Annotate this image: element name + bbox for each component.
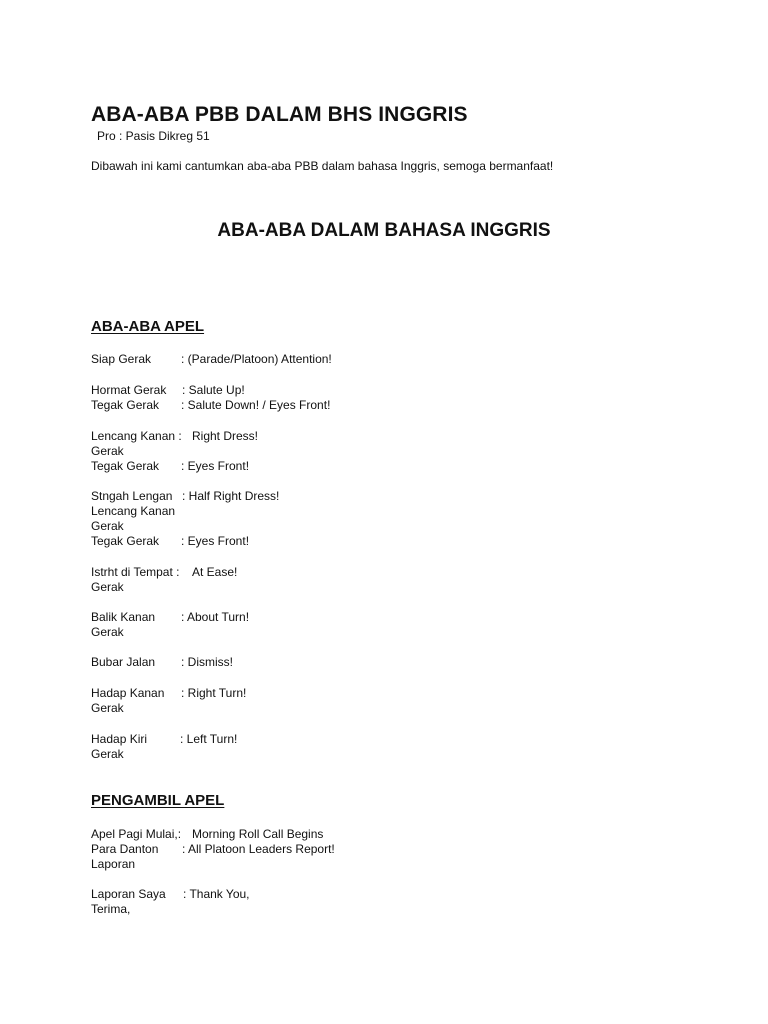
command-entry — [91, 352, 691, 367]
command-translation: : (Parade/Platoon) Attention! — [181, 352, 332, 366]
command-term: Siap Gerak — [91, 352, 152, 366]
command-term: Tegak Gerak — [91, 534, 160, 548]
command-entry — [91, 429, 691, 474]
section-heading-aba-aba-apel: ABA-ABA APEL — [91, 318, 205, 335]
command-line — [91, 827, 691, 842]
document-title: ABA-ABA PBB DALAM BHS INGGRIS — [91, 103, 468, 126]
command-line — [91, 625, 691, 640]
command-entry — [91, 610, 691, 640]
command-entry — [91, 887, 691, 917]
command-term: Hadap Kanan — [91, 686, 165, 700]
command-term: Istrht di Tempat : — [91, 565, 180, 579]
command-term: Gerak — [91, 519, 124, 533]
command-line — [91, 565, 691, 580]
command-line — [91, 504, 691, 519]
command-translation: : Left Turn! — [180, 732, 238, 746]
command-line — [91, 686, 691, 701]
command-translation: : Thank You, — [183, 887, 250, 901]
command-translation: Morning Roll Call Begins — [192, 827, 324, 841]
command-line — [91, 732, 691, 747]
command-translation: At Ease! — [192, 565, 238, 579]
command-term: Gerak — [91, 625, 124, 639]
command-term: Gerak — [91, 747, 124, 761]
command-line — [91, 887, 691, 902]
command-line — [91, 534, 691, 549]
command-line — [91, 459, 691, 474]
command-line — [91, 610, 691, 625]
command-translation: : Eyes Front! — [181, 534, 250, 548]
command-translation: : Salute Up! — [182, 383, 245, 397]
command-term: Bubar Jalan — [91, 655, 156, 669]
command-line — [91, 398, 691, 413]
main-heading: ABA-ABA DALAM BAHASA INGGRIS — [217, 220, 551, 241]
command-entry — [91, 686, 691, 716]
command-term: Gerak — [91, 701, 124, 715]
command-term: Gerak — [91, 580, 124, 594]
command-line — [91, 747, 691, 762]
command-term: Balik Kanan — [91, 610, 156, 624]
command-line — [91, 701, 691, 716]
command-line — [91, 842, 691, 857]
command-entry — [91, 565, 691, 595]
command-translation: : Half Right Dress! — [182, 489, 280, 503]
command-entry — [91, 732, 691, 762]
command-term: Tegak Gerak — [91, 459, 160, 473]
command-line — [91, 429, 691, 444]
command-translation: Right Dress! — [192, 429, 259, 443]
command-term: Laporan — [91, 857, 136, 871]
command-line — [91, 857, 691, 872]
command-entry — [91, 827, 691, 872]
command-translation: : About Turn! — [181, 610, 250, 624]
command-translation: : Salute Down! / Eyes Front! — [181, 398, 331, 412]
command-translation: : All Platoon Leaders Report! — [182, 842, 335, 856]
command-term: Apel Pagi Mulai,: — [91, 827, 182, 841]
command-term: Hadap Kiri — [91, 732, 148, 746]
command-line — [91, 519, 691, 534]
command-term: Lencang Kanan : — [91, 429, 182, 443]
command-entry — [91, 383, 691, 413]
command-line — [91, 655, 691, 670]
command-line — [91, 902, 691, 917]
command-line — [91, 444, 691, 459]
command-term: Gerak — [91, 444, 124, 458]
command-translation: : Eyes Front! — [181, 459, 250, 473]
command-term: Lencang Kanan — [91, 504, 176, 518]
command-term: Stngah Lengan — [91, 489, 173, 503]
command-term: Para Danton — [91, 842, 159, 856]
command-term: Hormat Gerak — [91, 383, 167, 397]
command-term: Laporan Saya — [91, 887, 166, 901]
author-line: Pro : Pasis Dikreg 51 — [97, 129, 210, 143]
command-entry — [91, 655, 691, 670]
command-line — [91, 489, 691, 504]
command-line — [91, 580, 691, 595]
command-term: Terima, — [91, 902, 131, 916]
command-line — [91, 352, 691, 367]
section-heading-pengambil-apel: PENGAMBIL APEL — [91, 792, 225, 809]
command-entry — [91, 489, 691, 549]
command-translation: : Right Turn! — [181, 686, 247, 700]
command-term: Tegak Gerak — [91, 398, 160, 412]
command-line — [91, 383, 691, 398]
intro-paragraph: Dibawah ini kami cantumkan aba-aba PBB dalam bahasa Inggris, semoga bermanfaat! — [91, 159, 554, 173]
command-translation: : Dismiss! — [181, 655, 233, 669]
